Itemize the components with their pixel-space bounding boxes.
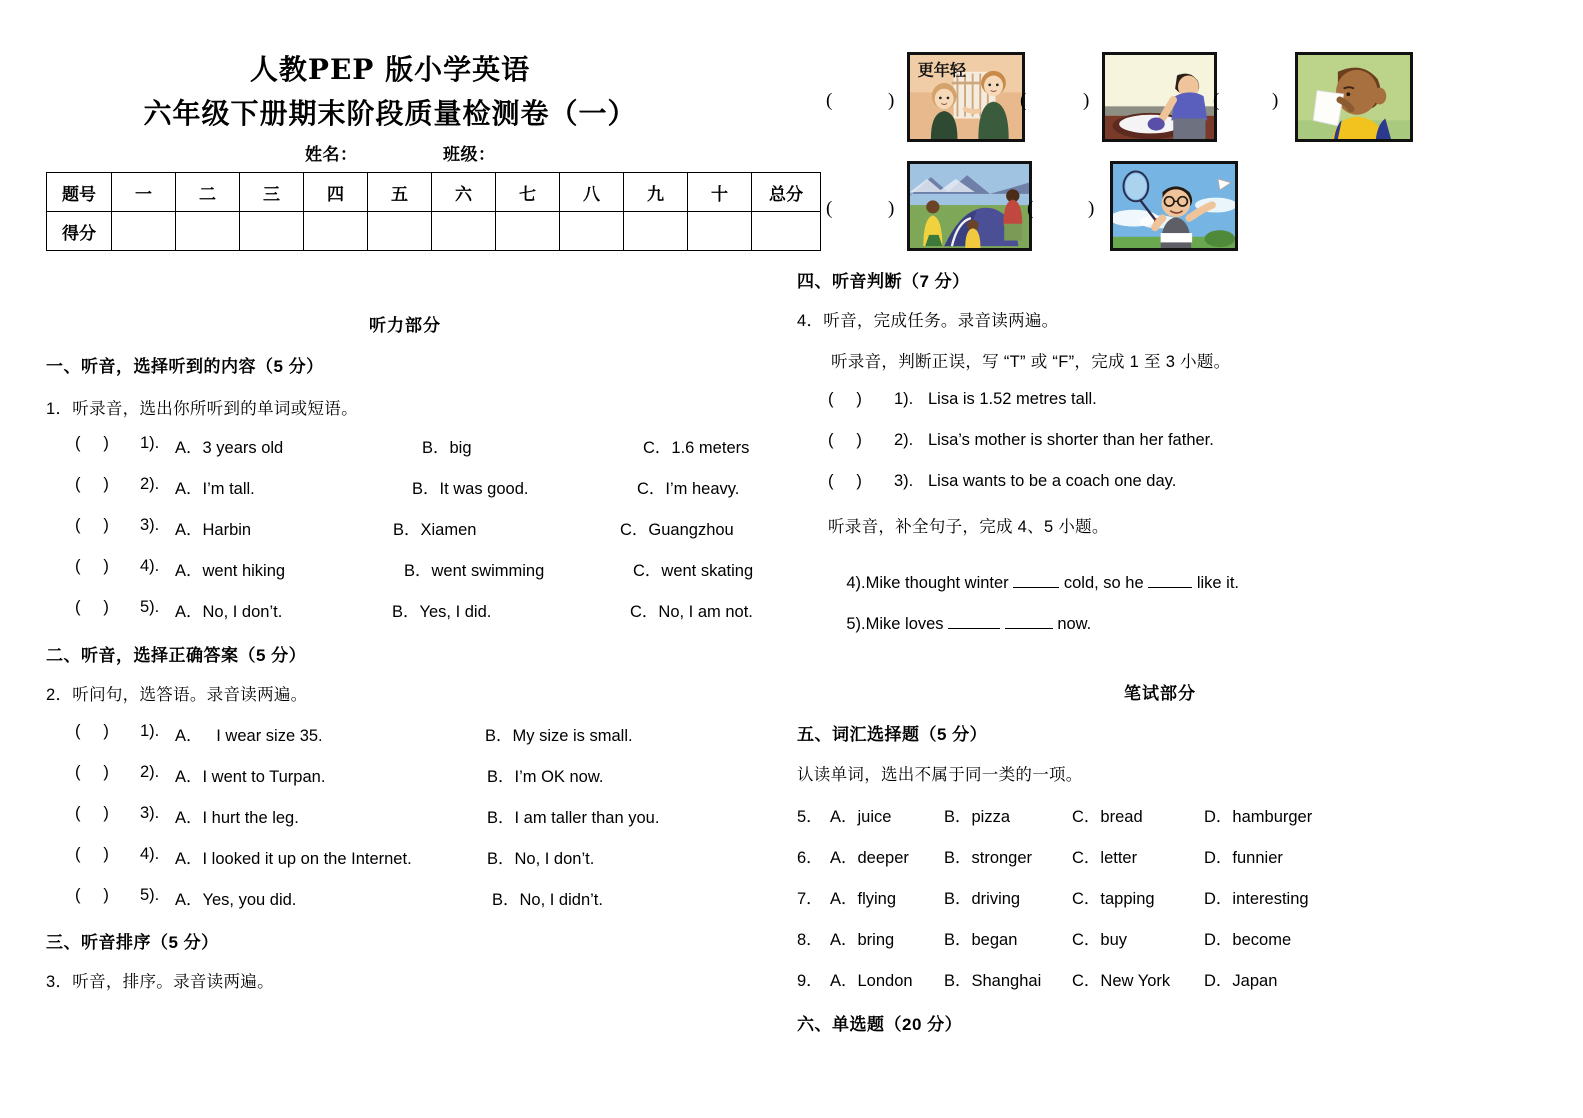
s4-fill-mid-5: [1000, 615, 1005, 633]
s2-item-num-4: 4).: [140, 845, 160, 863]
section-4-sub-instruction-2: 听录音，补全句子，完成 4、5 小题。: [828, 518, 1109, 536]
s2-option-b-3[interactable]: B．I am taller than you.: [487, 809, 660, 827]
score-table-col-1: 一: [112, 173, 176, 212]
s2-option-a-5[interactable]: A．Yes, you did.: [175, 891, 297, 909]
s5-option-b-8[interactable]: B．began: [944, 931, 1018, 949]
s1-item-num-2: 2).: [140, 475, 160, 493]
s2-answer-bracket-5[interactable]: ( ): [75, 886, 109, 904]
s2-option-b-4[interactable]: B．No, I don’t.: [487, 850, 595, 868]
s4-tf-num-1: 1).: [894, 390, 914, 408]
s2-option-b-5[interactable]: B．No, I didn’t.: [492, 891, 603, 909]
s2-item-num-3: 3).: [140, 804, 160, 822]
s4-fill-num-5: 5).: [846, 615, 866, 633]
s5-option-a-8[interactable]: A．bring: [830, 931, 895, 949]
s4-tf-text-3: Lisa wants to be a coach one day.: [928, 472, 1177, 490]
section-1-instruction: 1．听录音，选出你所听到的单词或短语。: [46, 400, 358, 418]
s2-option-a-3[interactable]: A．I hurt the leg.: [175, 809, 299, 827]
s1-option-b-2[interactable]: B．It was good.: [412, 480, 529, 498]
s5-item-num-8: 8．: [797, 931, 823, 949]
score-table-header-row: [47, 173, 821, 212]
listening-part-heading: 听力部分: [369, 316, 441, 335]
s5-option-a-5[interactable]: A．juice: [830, 808, 892, 826]
s4-fill-blank-4a[interactable]: [1013, 587, 1059, 588]
s1-option-c-3[interactable]: C．Guangzhou: [620, 521, 734, 539]
s3-picture-5-badminton-boy: [1110, 161, 1238, 251]
s3-bracket-5-close[interactable]: ): [1088, 198, 1095, 219]
s1-option-b-5[interactable]: B．Yes, I did.: [392, 603, 492, 621]
s5-option-a-6[interactable]: A．deeper: [830, 849, 909, 867]
s4-answer-bracket-3[interactable]: ( ): [828, 472, 862, 490]
s1-option-a-5[interactable]: A．No, I don’t.: [175, 603, 283, 621]
s5-option-c-6[interactable]: C．letter: [1072, 849, 1138, 867]
paper-title-line-1: 人教PEP 版小学英语: [249, 53, 531, 86]
s5-item-num-6: 6．: [797, 849, 823, 867]
s4-answer-bracket-2[interactable]: ( ): [828, 431, 862, 449]
score-cell-3[interactable]: [240, 212, 304, 251]
s3-bracket-3-open[interactable]: (: [1213, 90, 1220, 111]
section-1-heading: 一、听音，选择听到的内容（5 分）: [46, 357, 324, 376]
score-table-row-label-score: 得分: [47, 212, 112, 251]
section-3-heading: 三、听音排序（5 分）: [46, 933, 219, 952]
section-5-heading: 五、词汇选择题（5 分）: [797, 725, 988, 744]
s5-option-a-7[interactable]: A．flying: [830, 890, 897, 908]
s2-answer-bracket-1[interactable]: ( ): [75, 722, 109, 740]
s4-fill-blank-5b[interactable]: [1005, 628, 1053, 629]
s3-bracket-2-close[interactable]: ): [1083, 90, 1090, 111]
s1-option-a-2[interactable]: A．I’m tall.: [175, 480, 255, 498]
score-cell-10[interactable]: [688, 212, 752, 251]
s1-option-a-4[interactable]: A．went hiking: [175, 562, 286, 580]
score-table-col-2: 二: [176, 173, 240, 212]
s3-bracket-5-open[interactable]: (: [1027, 198, 1034, 219]
section-4-heading: 四、听音判断（7 分）: [797, 272, 970, 291]
s4-fill-pre-4: Mike thought winter: [865, 574, 1014, 592]
score-table: [46, 172, 821, 251]
s4-fill-blank-4b[interactable]: [1148, 587, 1192, 588]
section-4-sub-instruction-1: 听录音，判断正误，写 “T” 或 “F”，完成 1 至 3 小题。: [831, 353, 1231, 371]
score-cell-5[interactable]: [368, 212, 432, 251]
s5-option-d-7[interactable]: D．interesting: [1204, 890, 1309, 908]
s1-option-b-4[interactable]: B．went swimming: [404, 562, 545, 580]
s5-option-b-5[interactable]: B．pizza: [944, 808, 1011, 826]
s4-fill-mid-4: cold, so he: [1059, 574, 1149, 592]
score-cell-7[interactable]: [496, 212, 560, 251]
section-2-instruction: 2．听问句，选答语。录音读两遍。: [46, 686, 308, 704]
s2-answer-bracket-4[interactable]: ( ): [75, 845, 109, 863]
s3-bracket-2-open[interactable]: (: [1020, 90, 1027, 111]
s2-answer-bracket-3[interactable]: ( ): [75, 804, 109, 822]
score-cell-6[interactable]: [432, 212, 496, 251]
section-3-instruction: 3．听音，排序。录音读两遍。: [46, 973, 274, 991]
s5-option-b-6[interactable]: B．stronger: [944, 849, 1033, 867]
score-table-col-3: 三: [240, 173, 304, 212]
s5-option-b-9[interactable]: B．Shanghai: [944, 972, 1042, 990]
s3-picture-1-younger-comparison: [907, 52, 1025, 142]
s5-option-d-6[interactable]: D．funnier: [1204, 849, 1283, 867]
section-6-heading: 六、单选题（20 分）: [797, 1015, 963, 1034]
s2-answer-bracket-2[interactable]: ( ): [75, 763, 109, 781]
s3-picture-3-boy-with-tissue: [1295, 52, 1413, 142]
score-table-col-4: 四: [304, 173, 368, 212]
s1-answer-bracket-5[interactable]: ( ): [75, 598, 109, 616]
s2-item-num-2: 2).: [140, 763, 160, 781]
score-cell-8[interactable]: [560, 212, 624, 251]
section-2-heading: 二、听音，选择正确答案（5 分）: [46, 646, 307, 665]
s3-bracket-3-close[interactable]: ): [1272, 90, 1279, 111]
s3-bracket-4-close[interactable]: ): [888, 198, 895, 219]
score-table-col-8: 八: [560, 173, 624, 212]
s4-tf-text-1: Lisa is 1.52 metres tall.: [928, 390, 1097, 408]
s1-option-b-1[interactable]: B．big: [422, 439, 472, 457]
s2-option-b-2[interactable]: B．I’m OK now.: [487, 768, 604, 786]
s3-picture-1-caption: 更年轻: [917, 60, 967, 80]
s5-item-num-5: 5．: [797, 808, 823, 826]
s1-answer-bracket-2[interactable]: ( ): [75, 475, 109, 493]
paper-title-line-2: 六年级下册期末阶段质量检测卷（一）: [143, 97, 637, 130]
s4-tf-text-2: Lisa’s mother is shorter than her father.: [928, 431, 1214, 449]
s2-option-a-1[interactable]: A． I wear size 35.: [175, 727, 323, 745]
score-cell-1[interactable]: [112, 212, 176, 251]
student-name-label: 姓名：: [305, 145, 358, 164]
s5-item-num-7: 7．: [797, 890, 823, 908]
s1-item-num-4: 4).: [140, 557, 160, 575]
s4-fill-row-5: [828, 596, 1091, 653]
s4-tf-num-3: 3).: [894, 472, 914, 490]
score-table-row-label-question: 题号: [47, 173, 112, 212]
s1-item-num-3: 3).: [140, 516, 160, 534]
s2-item-num-5: 5).: [140, 886, 160, 904]
score-table-col-total: 总分: [752, 173, 821, 212]
s4-fill-pre-5: Mike loves: [865, 615, 949, 633]
s5-option-c-7[interactable]: C．tapping: [1072, 890, 1155, 908]
score-table-col-7: 七: [496, 173, 560, 212]
s3-picture-4-camping-tent: [907, 161, 1032, 251]
s4-fill-post-4: like it.: [1192, 574, 1240, 592]
s5-option-d-9[interactable]: D．Japan: [1204, 972, 1278, 990]
s1-option-c-4[interactable]: C．went skating: [633, 562, 754, 580]
s4-fill-post-5: now.: [1052, 615, 1092, 633]
s1-option-c-5[interactable]: C．No, I am not.: [630, 603, 753, 621]
s1-item-num-5: 5).: [140, 598, 160, 616]
s5-option-d-8[interactable]: D．become: [1204, 931, 1292, 949]
s1-item-num-1: 1).: [140, 434, 160, 452]
score-cell-total[interactable]: [752, 212, 821, 251]
s4-answer-bracket-1[interactable]: ( ): [828, 390, 862, 408]
score-table-col-6: 六: [432, 173, 496, 212]
s5-option-c-9[interactable]: C．New York: [1072, 972, 1171, 990]
s1-answer-bracket-1[interactable]: ( ): [75, 434, 109, 452]
s3-picture-2-washing-clothes: [1102, 52, 1220, 142]
s1-option-c-2[interactable]: C．I’m heavy.: [637, 480, 740, 498]
s5-option-a-9[interactable]: A．London: [830, 972, 913, 990]
s3-bracket-1-close[interactable]: ): [888, 90, 895, 111]
score-table-score-row: [47, 212, 821, 251]
student-class-label: 班级：: [443, 145, 496, 164]
s1-option-a-1[interactable]: A．3 years old: [175, 439, 284, 457]
s5-option-b-7[interactable]: B．driving: [944, 890, 1021, 908]
s2-option-a-4[interactable]: A．I looked it up on the Internet.: [175, 850, 412, 868]
score-table-col-9: 九: [624, 173, 688, 212]
s5-option-c-8[interactable]: C．buy: [1072, 931, 1128, 949]
s4-tf-num-2: 2).: [894, 431, 914, 449]
s4-fill-blank-5a[interactable]: [948, 628, 1000, 629]
score-table-col-10: 十: [688, 173, 752, 212]
s2-option-b-1[interactable]: B．My size is small.: [485, 727, 633, 745]
s1-answer-bracket-3[interactable]: ( ): [75, 516, 109, 534]
s5-item-num-9: 9．: [797, 972, 823, 990]
score-table-col-5: 五: [368, 173, 432, 212]
section-5-instruction: 认读单词，选出不属于同一类的一项。: [797, 766, 1083, 784]
score-cell-9[interactable]: [624, 212, 688, 251]
s4-fill-num-4: 4).: [846, 574, 866, 592]
written-part-heading: 笔试部分: [1124, 684, 1196, 703]
s5-option-c-5[interactable]: C．bread: [1072, 808, 1143, 826]
s1-option-c-1[interactable]: C．1.6 meters: [643, 439, 750, 457]
s3-bracket-4-open[interactable]: (: [826, 198, 833, 219]
s1-option-b-3[interactable]: B．Xiamen: [393, 521, 477, 539]
s3-bracket-1-open[interactable]: (: [826, 90, 833, 111]
s5-option-d-5[interactable]: D．hamburger: [1204, 808, 1313, 826]
s1-option-a-3[interactable]: A．Harbin: [175, 521, 252, 539]
score-cell-4[interactable]: [304, 212, 368, 251]
score-cell-2[interactable]: [176, 212, 240, 251]
s2-item-num-1: 1).: [140, 722, 160, 740]
s1-answer-bracket-4[interactable]: ( ): [75, 557, 109, 575]
s2-option-a-2[interactable]: A．I went to Turpan.: [175, 768, 326, 786]
section-4-instruction: 4．听音，完成任务。录音读两遍。: [797, 312, 1059, 330]
